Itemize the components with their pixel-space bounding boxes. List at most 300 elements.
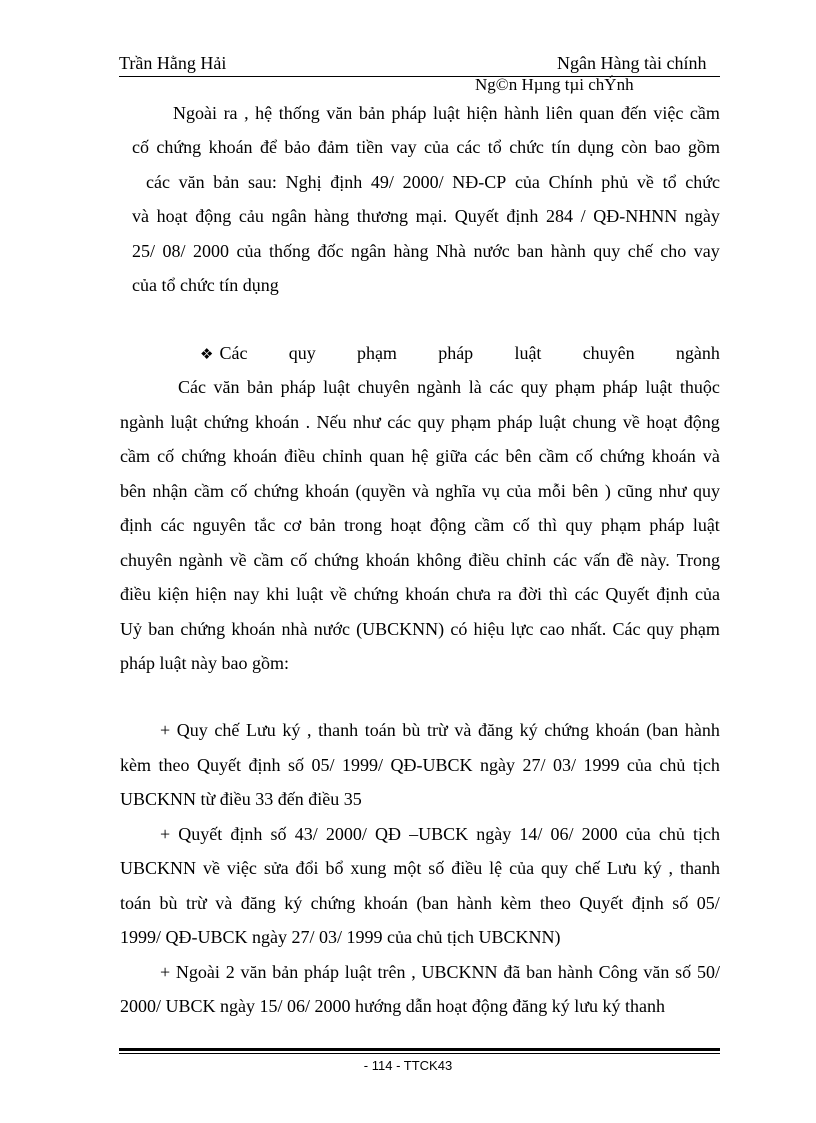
word: đời [518,584,542,604]
word: luật [344,962,372,982]
word: Công [598,962,638,982]
word: 2000/ [325,824,367,844]
word: mại. [415,206,448,226]
word: hàng [314,206,350,226]
word: định [248,755,281,775]
word: 27/ [522,755,546,775]
word: điều [468,550,500,570]
word: đến [620,103,647,123]
word: thống [269,241,311,261]
word: định [656,584,689,604]
word: quy [541,858,569,878]
word: . [305,412,311,432]
word: các [553,550,577,570]
word: văn [213,377,240,397]
word: 2 [225,962,235,982]
word: chứng [353,584,399,604]
word: tổ [487,137,502,157]
word: hành [550,241,586,261]
word: Quy [176,720,208,740]
word: việc [653,103,684,123]
word: quy [520,377,548,397]
word: khoán [405,584,450,604]
paragraph2-line: pháp luật này bao gồm: [120,653,289,673]
word: (quyền [355,481,406,501]
word: chỉnh [322,446,363,466]
word: bao [654,137,681,157]
word: 05/ [311,755,335,775]
word: có [450,619,468,639]
word: cầm [253,550,284,570]
word: sau: [247,172,277,192]
item-line [120,858,720,879]
paragraph2-line [120,481,720,502]
word: ngân [271,206,307,226]
word: thuộc [679,377,720,397]
word: Uỷ [120,619,142,639]
word: ) [604,481,611,501]
word: khoán [595,720,640,740]
word: Ngoài [173,103,217,123]
word: điều [451,858,483,878]
word: thì [548,584,568,604]
word: luật [296,584,324,604]
paragraph1-line [146,172,720,193]
word: khoán [255,412,300,432]
word: về [622,412,640,432]
word: cho [660,241,687,261]
word: chủ [658,824,685,844]
word: Nếu [316,412,347,432]
word: , [668,858,674,878]
word: kiện [157,584,189,604]
word: cố [290,550,308,570]
word: bản [309,515,336,535]
word: pháp [649,515,685,535]
word: ngành [417,377,462,397]
header-subject-garbled: Ng©n Hµng tµi chÝnh [475,75,634,94]
word: theo [539,893,571,913]
word: đã [503,962,521,982]
word: văn [643,962,670,982]
word: khoán [233,446,278,466]
word: Nhà [436,241,467,261]
word: chủ [659,755,686,775]
paragraph1-line [173,103,720,124]
word: (UBCKNN) [356,619,445,639]
word: 05/ [696,893,720,913]
word: Các [612,619,641,639]
word: ngày [476,824,512,844]
word: hiệu [473,619,505,639]
word: chứng [544,720,590,740]
word: bù [402,720,421,740]
word: nước [313,619,350,639]
word: trong [344,515,383,535]
word: chưa [456,584,491,604]
paragraph1-line [132,241,720,262]
word: ra [497,584,512,604]
word: 284 [546,206,574,226]
word: định [120,515,153,535]
word: ra [223,103,238,123]
word: chứng [310,893,356,913]
word: dụng [577,137,614,157]
paragraph2-line [120,550,720,571]
word: và [412,481,429,501]
word: khoán [305,481,350,501]
word: của [236,241,262,261]
word: định [506,206,539,226]
word: và [132,206,149,226]
word: nhất. [570,619,607,639]
word: điều [284,446,316,466]
word: khoán [363,893,408,913]
word: nay [233,584,260,604]
word: hiện [466,103,498,123]
word: một [393,858,422,878]
word: để [259,137,277,157]
word: cố [575,446,593,466]
word: này. [640,550,670,570]
word: Ngoài [175,962,220,982]
word: các [574,584,599,604]
word: đảm [317,137,349,157]
word: cầm [474,515,505,535]
item-line: UBCKNN từ điều 33 đến điều 35 [120,789,362,809]
word: là [468,377,482,397]
word: Quyết [605,584,650,604]
word: 2000 [193,241,230,261]
word: kèm [120,755,151,775]
word: các [146,172,170,192]
word: số [428,858,445,878]
word: chứng [181,446,226,466]
word: phạm [555,377,596,397]
word: quy [417,412,445,432]
word: , [411,962,416,982]
word: luật [538,412,566,432]
word: ngày [684,206,720,226]
word: quy [593,241,621,261]
word: Chính [548,172,593,192]
word: cầm [689,103,720,123]
word: hành [684,720,720,740]
word: cũng [617,481,653,501]
word: đổi [295,858,319,878]
word: việc [226,858,257,878]
word: hoạt [646,412,678,432]
word: QĐ-UBCK [390,755,473,775]
word: phạm [451,412,492,432]
section-heading: ❖ Các quy phạm pháp luật chuyên ngành [200,343,720,363]
word: trừ [427,720,448,740]
word: bên [572,481,599,501]
word: đăng [478,720,514,740]
word: chức [685,172,720,192]
word: toán [364,720,396,740]
word: 2000/ [402,172,444,192]
word: pháp [497,412,533,432]
word: Quyết [196,755,241,775]
word: Trong [676,550,720,570]
word: 1999/ [341,755,383,775]
word: theo [158,755,190,775]
word: / [580,206,586,226]
word: hệ [411,446,429,466]
word: thanh [318,720,359,740]
word: pháp [391,103,427,123]
word: (ban [646,720,679,740]
word: hành [504,103,540,123]
word: bổ [325,858,344,878]
word: bản [213,172,240,192]
word: của [509,858,535,878]
word: vay [693,241,720,261]
word: nguyên [192,515,246,535]
word: hiện [195,584,227,604]
word: chứng [203,412,249,432]
word: thương [356,206,409,226]
word: không [416,550,462,570]
word: (ban [416,893,449,913]
word: ngân [351,241,387,261]
word: quy [565,515,593,535]
word: khoán [231,619,276,639]
word: như [658,481,687,501]
word: NĐ-CP [452,172,507,192]
word: các [456,137,481,157]
word: , [307,720,312,740]
word: bên [120,481,146,501]
word: của [514,172,540,192]
word: thanh [679,858,720,878]
word: xung [350,858,387,878]
word: về [329,584,347,604]
word: 14/ [519,824,543,844]
word: pháp [602,377,638,397]
word: QĐ [374,824,401,844]
word: ngành [178,550,223,570]
word: hành [557,962,593,982]
word: + [160,962,171,982]
word: Quyết [454,206,499,226]
word: ký [282,720,301,740]
word: cố [230,481,248,501]
word: tín [551,137,571,157]
word: chế [574,858,600,878]
word: số [270,824,287,844]
word: khoán [651,446,696,466]
word: , [244,103,249,123]
word: gồm [687,137,720,157]
word: + [160,720,171,740]
word: Lưu [246,720,276,740]
word: văn [326,103,353,123]
paragraph2-line [120,584,720,605]
word: bản [272,962,299,982]
word: Nghị [285,172,322,192]
paragraph2-line [120,515,720,536]
word: ký [643,858,662,878]
word: và [702,446,720,466]
paragraph2-line [178,377,720,398]
word: luật [323,377,351,397]
word: số [672,893,689,913]
word: đề [616,550,634,570]
paragraph1-line [132,137,720,158]
word: 08/ [162,241,186,261]
word: cảu [238,206,264,226]
word: về [636,172,654,192]
word: chuyên [357,377,410,397]
word: nghĩa [435,481,476,501]
word: khi [266,584,290,604]
word: QĐ-NHNN [593,206,678,226]
word: của [424,137,449,157]
word: chứng [599,446,645,466]
word: 1999 [583,755,620,775]
footer-rule-thick [119,1048,720,1051]
header-subject: Ngân Hàng tài chính [557,53,707,73]
word: cố [132,137,149,157]
word: 03/ [552,755,576,775]
word: quy [646,619,674,639]
word: bản [247,377,274,397]
word: ngày [479,755,515,775]
word: Các [178,377,206,397]
word: động [195,206,232,226]
word: các [489,377,514,397]
word: toán [120,893,151,913]
word: cố [512,515,530,535]
word: giữa [435,446,468,466]
word: ngành [120,412,164,432]
word: lệ [489,858,503,878]
paragraph2-line [120,446,720,467]
word: cố [157,446,175,466]
word: hoạt [156,206,188,226]
item-line: 2000/ UBCK ngày 15/ 06/ 2000 hướng dẫn hoạt động đăng ký lưu ký thanh [120,996,665,1016]
word: pháp [280,377,316,397]
word: tổ [662,172,677,192]
word: cầm [193,481,224,501]
word: tịch [692,755,720,775]
word: ban [526,962,553,982]
word: nước [473,241,510,261]
word: các [474,446,499,466]
word: định [330,172,363,192]
word: hệ [255,103,273,123]
word: hàng [393,241,429,261]
word: của [626,755,652,775]
word: khoán [365,550,410,570]
word: về [202,858,220,878]
word: bảo [284,137,311,157]
word: đăng [240,893,276,913]
word: bản [358,103,385,123]
word: + [160,824,171,844]
word: pháp [303,962,339,982]
word: lực [510,619,534,639]
word: chứng [180,619,226,639]
word: của [506,481,532,501]
word: định [230,824,263,844]
word: các [387,412,412,432]
item-line [120,893,720,914]
word: số [287,755,304,775]
word: bên [505,446,532,466]
word: kèm [500,893,532,913]
word: 49/ [370,172,394,192]
paragraph2-line [120,412,720,433]
item-line: 1999/ QĐ-UBCK ngày 27/ 03/ 1999 của chủ tịch UBCKNN) [120,927,561,947]
word: phủ [601,172,629,192]
word: chuyên [120,550,172,570]
diamond-bullet-icon: ❖ [200,345,214,363]
word: UBCKNN [120,858,197,878]
word: chế [627,241,653,261]
word: mỗi [537,481,566,501]
word: quan [369,446,405,466]
word: đốc [317,241,344,261]
word: 06/ [550,824,574,844]
word: 50/ [696,962,720,982]
word: văn [178,172,205,192]
word: sửa [263,858,289,878]
word: văn [240,962,267,982]
word: liên [545,103,573,123]
word: Quyết [178,824,223,844]
paragraph1-line: của tổ chức tín dụng [132,275,279,295]
word: luật [433,103,460,123]
word: hoạt [390,515,422,535]
item-line [160,962,720,983]
word: ban [517,241,544,261]
word: phạm [679,619,720,639]
word: chứng [156,137,202,157]
word: về [229,550,247,570]
word: của [625,824,651,844]
word: 2000 [581,824,618,844]
footer-rule-thin [119,1053,720,1054]
word: quan [579,103,615,123]
word: điều [120,584,151,604]
word: cơ [283,515,302,535]
word: tiền [356,137,384,157]
word: chứng [253,481,299,501]
word: trên [377,962,406,982]
paragraph1-line [132,206,720,227]
word: động [429,515,466,535]
word: vụ [481,481,500,501]
word: hành [456,893,492,913]
word: còn [621,137,648,157]
word: Lưu [606,858,637,878]
word: chung [572,412,617,432]
paragraph2-line [120,619,720,640]
word: 25/ [132,241,156,261]
word: luật [645,377,673,397]
word: luật [692,515,720,535]
word: ký [519,720,538,740]
page-number: - 114 - TTCK43 [363,1058,453,1073]
word: của [695,584,720,604]
word: cầm [120,446,150,466]
word: chế [214,720,240,740]
word: quy [692,481,720,501]
word: chức [509,137,544,157]
